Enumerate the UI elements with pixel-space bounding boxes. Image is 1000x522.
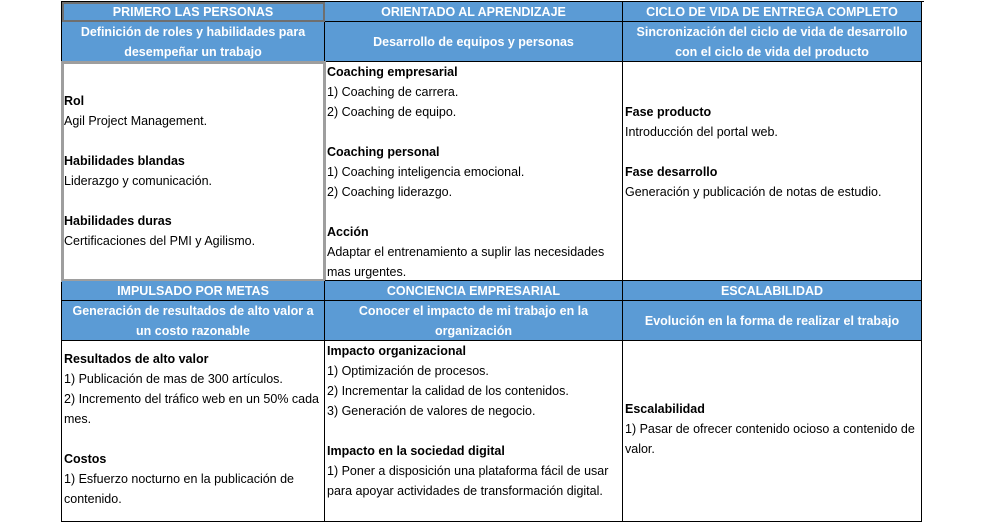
subheader-cell-goal-driven[interactable]: Generación de resultados de alto valor a un costo razonable	[62, 301, 325, 341]
header-cell-learning-oriented[interactable]: ORIENTADO AL APRENDIZAJE	[325, 2, 623, 22]
block-line: Introducción del portal web.	[625, 125, 778, 139]
body-cell-scalability[interactable]	[623, 341, 922, 522]
block-title: Acción	[327, 225, 369, 239]
block-title: Coaching personal	[327, 145, 440, 159]
block-title: Impacto organizacional	[327, 344, 466, 358]
block-title: Coaching empresarial	[327, 65, 458, 79]
subheader-cell-scalability[interactable]: Evolución en la forma de realizar el trabajo	[623, 301, 922, 341]
block-line: 2) Coaching de equipo.	[327, 105, 457, 119]
block-line: 1) Esfuerzo nocturno en la publicación de contenido.	[64, 472, 295, 506]
content-block	[625, 399, 919, 459]
subheader-cell-full-delivery-lifecycle[interactable]: Sincronización del ciclo de vida de desarrollo con el ciclo de vida del producto	[623, 22, 922, 62]
content-block	[327, 142, 620, 202]
header-cell-people-first[interactable]: PRIMERO LAS PERSONAS	[62, 2, 325, 22]
block-title: Fase desarrollo	[625, 165, 718, 179]
header-cell-enterprise-awareness[interactable]: CONCIENCIA EMPRESARIAL	[325, 281, 623, 301]
body-cell-goal-driven[interactable]	[62, 341, 325, 522]
content-block	[64, 151, 322, 191]
content-block	[64, 91, 322, 131]
block-line: Agil Project Management.	[64, 114, 208, 128]
block-line: 1) Pasar de ofrecer contenido ocioso a contenido de valor.	[625, 422, 915, 456]
subheader-cell-learning-oriented[interactable]: Desarrollo de equipos y personas	[325, 22, 623, 62]
block-title: Escalabilidad	[625, 402, 705, 416]
block-title: Rol	[64, 94, 85, 108]
block-line: Generación y publicación de notas de estudio.	[625, 185, 882, 199]
block-line: 2) Coaching liderazgo.	[327, 185, 453, 199]
content-block	[625, 162, 919, 202]
block-line: Adaptar el entrenamiento a suplir las necesidades mas urgentes.	[327, 245, 605, 279]
content-block	[625, 102, 919, 142]
body-cell-people-first[interactable]	[62, 62, 325, 281]
content-block	[327, 341, 620, 421]
block-line: 1) Publicación de mas de 300 artículos.	[64, 372, 283, 386]
block-line: 2) Incremento del tráfico web en un 50% cada mes.	[64, 392, 320, 426]
block-title: Impacto en la sociedad digital	[327, 444, 505, 458]
block-line: Liderazgo y comunicación.	[64, 174, 212, 188]
principles-table	[61, 1, 924, 522]
block-line: 3) Generación de valores de negocio.	[327, 404, 536, 418]
block-title: Habilidades duras	[64, 214, 172, 228]
content-block	[327, 62, 620, 122]
block-line: 1) Optimización de procesos.	[327, 364, 489, 378]
subheader-cell-people-first[interactable]: Definición de roles y habilidades para desempeñar un trabajo	[62, 22, 325, 62]
content-block	[64, 449, 322, 509]
block-title: Fase producto	[625, 105, 712, 119]
body-cell-learning-oriented[interactable]	[325, 62, 623, 281]
block-line: 2) Incrementar la calidad de los contenidos.	[327, 384, 569, 398]
block-title: Resultados de alto valor	[64, 352, 209, 366]
header-cell-scalability[interactable]: ESCALABILIDAD	[623, 281, 922, 301]
block-line: 1) Coaching inteligencia emocional.	[327, 165, 525, 179]
content-block	[64, 349, 322, 429]
header-cell-full-delivery-lifecycle[interactable]: CICLO DE VIDA DE ENTREGA COMPLETO	[623, 2, 922, 22]
content-block	[327, 222, 620, 282]
content-block	[64, 211, 322, 251]
subheader-cell-enterprise-awareness[interactable]: Conocer el impacto de mi trabajo en la organización	[325, 301, 623, 341]
content-block	[327, 441, 620, 501]
block-title: Costos	[64, 452, 107, 466]
body-cell-full-delivery-lifecycle[interactable]	[623, 62, 922, 281]
block-title: Habilidades blandas	[64, 154, 185, 168]
block-line: 1) Poner a disposición una plataforma fácil de usar para apoyar actividades de transformación digital.	[327, 464, 609, 498]
body-cell-enterprise-awareness[interactable]	[325, 341, 623, 522]
header-cell-goal-driven[interactable]: IMPULSADO POR METAS	[62, 281, 325, 301]
block-line: Certificaciones del PMI y Agilismo.	[64, 234, 256, 248]
block-line: 1) Coaching de carrera.	[327, 85, 459, 99]
